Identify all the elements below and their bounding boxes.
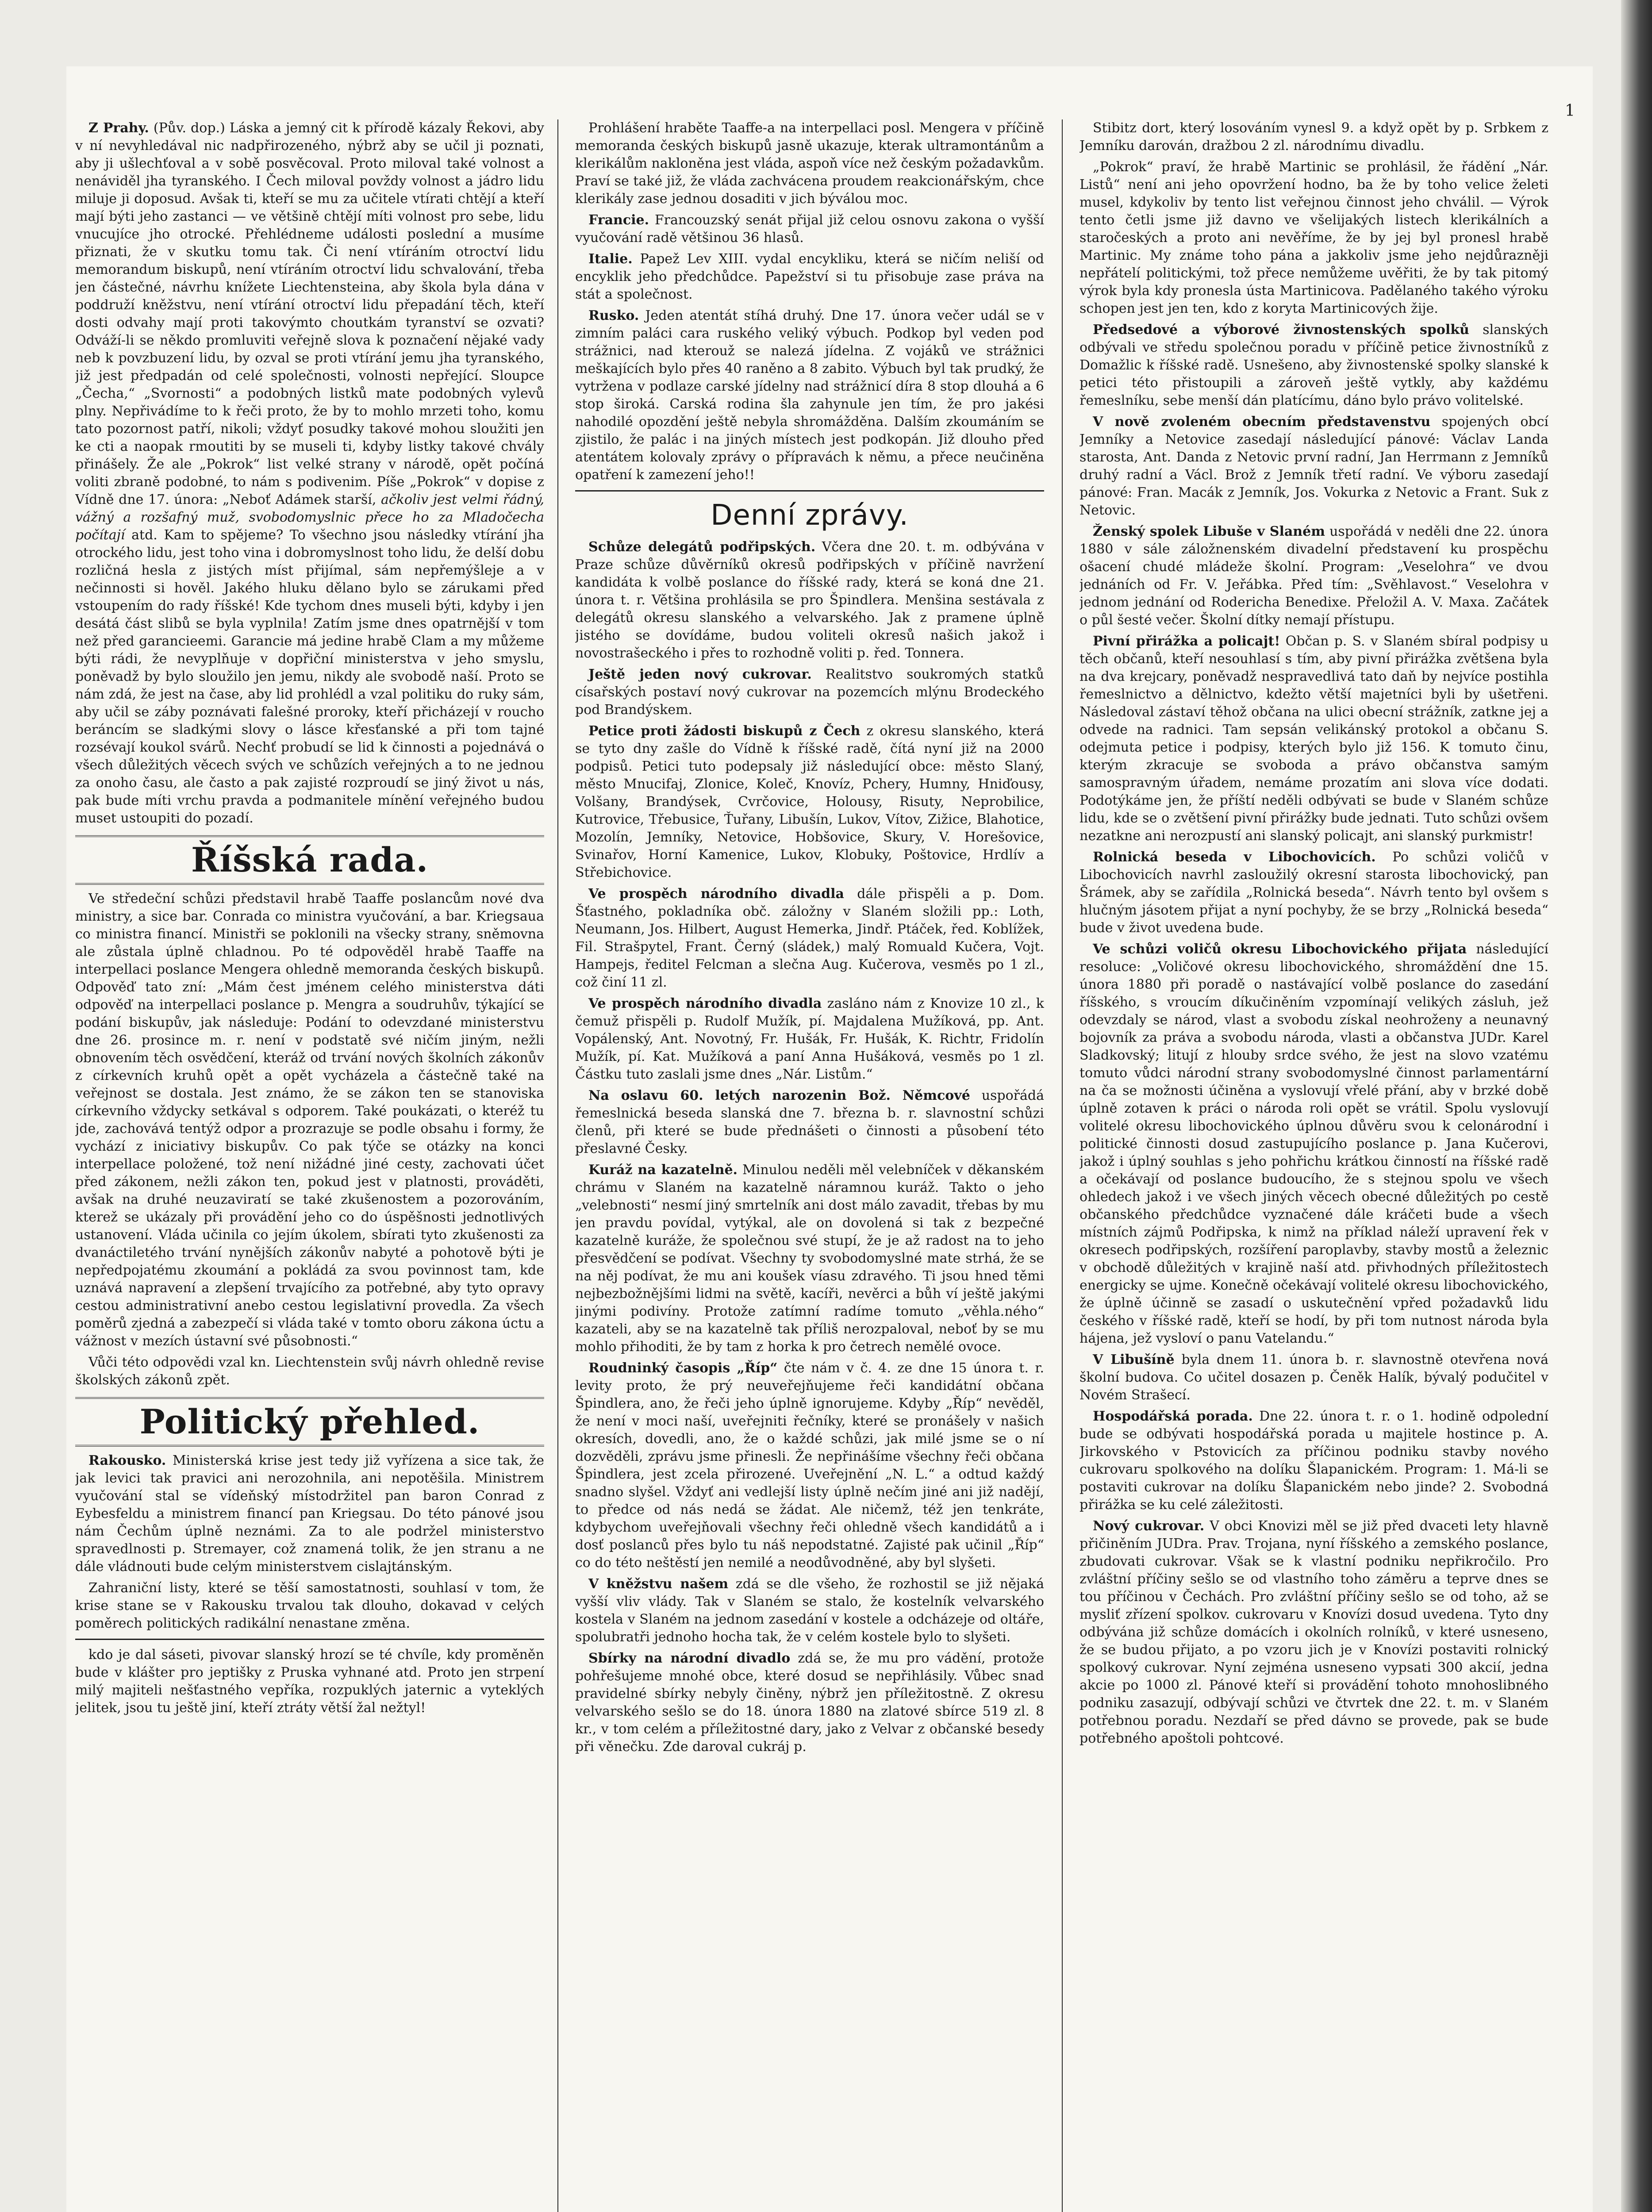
article-text: Zahraniční listy, které se těší samostatnosti, souhlasí v tom, že krise stane se v Rakousku trvalou tak dlouho, dokavad v celých poměrech politických radikální nenastane změna. xyxy=(75,1580,544,1631)
news-text: zdá se dle všeho, že rozhostil se již nějaká vyšší vliv vlády. Tak v Slaném se stalo, že kostelník velvarského kostela v Slaném na jednom zasedání v kostele a odcházeje od oltáře, spolubratři jednoho hocha tak, že v celém kostele bylo to slyšeti. xyxy=(575,1576,1044,1645)
news-lead: V Libušíně xyxy=(1093,1352,1175,1367)
news-item xyxy=(575,995,1044,1083)
section-divider xyxy=(75,1639,544,1640)
article-lead: Rusko. xyxy=(588,308,639,323)
news-text: Dne 22. února t. r. o 1. hodině odpolední bude se odbývati hospodářská porada u majitele hostince p. A. Jirkovského v Pstovicích za příčinou podniku stavby nového cukrovaru spolkového na dolíku Šlapanickém. Program: 1. Má-li se postaviti cukrovar na dolíku Šlapanickém nebo jinde? 2. Svobodná přirážka se ku celé záležitosti. xyxy=(1080,1409,1548,1513)
news-text: „Pokrok“ praví, že hrabě Martinic se prohlásil, že řádění „Nár. Listů“ není ani jeho opovržení hodno, ba že by toho velice želeti musel, kdykoliv by tento list veřejnou činnost jeho chválil. — Výrok tento četli jsme již davno ve všelijakých listech klerikálních a staročeských a proto ani nevěříme, že by jej byl pronesl hrabě Martinic. My známe toho pána a jakkoliv jsme jeho nejdůrazněji nepřátelí politickými, tož přece nemůžeme uvěřiti, že by tak pitomý výrok byla kdy pronesla ústa Martinicova. Padělaného takého výroku schopen jest jen ten, kdo z koryta Martinicových žije. xyxy=(1080,159,1548,316)
article-text: Ministerská krise jest tedy již vyřízena a sice tak, že jak levici tak pravici ani nerozohnila, ani nepotěšila. Ministrem vyučování stal se vídeňský místodržitel pan baron Conrad z Eybesfeldu a ministrem financí pan Kriegsau. Do této pánové jsou nám Čechům úplně neznámi. Za to ale podržel ministerstvo spravedlnosti p. Stremayer, což znamená tolik, že jen stranu a ne dále vládnouti bude celým ministerstvem cislajtánským. xyxy=(75,1453,544,1575)
news-text: dále přispěli a p. Dom. Šťastného, pokladníka obč. záložny v Slaném složili pp.: Loth, Neumann, Jos. Hilbert, August Hemerka, Jindř. Ptáček, řed. Koblížek, Fil. Strašpytel, Frant. Černý (sládek,) malý Romuald Kučera, Vojt. Hampejs, ředitel Felcman a slečna Aug. Kučerova, vesměs po 1 zl., což činí 11 zl. xyxy=(575,886,1044,990)
news-item xyxy=(575,538,1044,662)
article-lead: Rakousko. xyxy=(88,1453,166,1468)
news-text: uspořádá v neděli dne 22. února 1880 v sále záložnenském divadelní představení ku prospěchu ošacení chudé mládeže školní. Program: „Veselohra“ ve dvou jednáních od Fr. V. Jeřábka. Před tím: „Svěhlavost.“ Veselohra v jednom jednání od Roderichа Benedixe. Přeložil A. V. Maxa. Začátek o půl šesté večer. Školní dítky nemají přístupu. xyxy=(1080,524,1548,628)
news-lead: Ženský spolek Libuše v Slaném xyxy=(1093,524,1325,539)
news-lead: Hospodářská porada. xyxy=(1093,1409,1253,1424)
article-text: (Pův. dop.) Láska a jemný cit k přírodě kázaly Řekovi, aby v ní nevyhledával nic nadpřirozeného, nýbrž aby se učil ji poznati, aby ji ušlechťoval a v sobě posvěcoval. Proto miloval také volnost a nenáviděl jha tyranského. I Čech miloval povždy volnost a jádro lidu miluje ji doposud. Avšak ti, kteří se mu za učitele vtírati chtějí a kteří mají býti jeho zastanci — ve většině chtějí míti volnost pro sebe, lidu vnucujíce jho otrocké. Přehlédneme události poslední a musíme přiznati, že v skutku tomu tak. Či není vtíráním otroctví lidu memorandum biskupů, není vtíráním otroctví lidu schvalování, třeba jen částečné, návrhu knížete Liechtensteina, aby škola byla dána v poddruží kněžstvu, není vtírání otroctví lidu přepadání těch, kteří dosti odvahy mají proti takovýmto choutkám tyranství se ozvati? Odváží-li se někdo promluviti veřejně slova k poznačení nějaké vady neb k povzbuzení lidu, by ozval se proti vtírání jemu jha tyranského, již jest předpadán od celé společnosti, volnosti nepřející. Sloupce „Čecha,“ „Svornosti“ a podobných listků mate podobných vylevů plny. Nepřivádíme to k řeči proto, že by to mohlo mrzeti toho, komu tato pozornost patří, nikoli; vždyť posudky takové mohou sloužiti jen ke cti a naopak rmoutiti by se museli ti, kdyby listky takové chvály přinášely. Že ale „Pokrok“ list velké strany v národě, opět počíná voliti zbraně podobné, to nám s podivenim. Píše „Pokrok“ v dopise z Vídně dne 17. února: „Neboť Adámek starší, xyxy=(75,120,544,507)
column-3 xyxy=(1080,119,1548,2212)
column-2 xyxy=(575,119,1044,2212)
news-lead: Kuráž na kazatelně. xyxy=(588,1162,738,1178)
article-text: Jeden atentát stíhá druhý. Dne 17. února večer udál se v zimním paláci cara ruského veliký výbuch. Podkop byl veden pod strážnici, nad kterouž se nalezá jídelna. Z vojáků ve strážnici meškajících bylo přes 40 raněno a 8 zabito. Výbuch byl tak prudký, že vytržena v podlaze carské jídelny nad strážnicí díra 8 stop dlouhá a 6 stop široká. Carská rodina šla zahynule jen tím, že pro jakési nahodilé opozdění ještě nebyla shromážděna. Dalším zkoumáním se zjistilo, že palác i na jiných místech jest podkopán. Již dlouho před atentátem kolovaly zprávy o přípravách k němu, a přece neučiněna opatření k zamezení jeho!! xyxy=(575,308,1044,483)
news-text: čte nám v č. 4. ze dne 15 února t. r. levity proto, že prý neuveřejňujeme řeči kandidátní občana Špindlera, ano, že řeči jeho úplně ignorujeme. Kdyby „Říp“ nevěděl, že není v moci naší, uveřejniti řečníky, které se pronášely v našich okresích, dovedli, ano, že o každé schůzi, jak milé jsme se o ní dozvěděli, zprávu jsme přinesli. Že nepřinášíme všechny řeči občana Špindlera, jest zcela přirozené. Uveřejnění „N. L.“ a odtud každý snadno slyšel. Vždyť ani vedlejší listy úplně nečím jiné ani již nadějí, to předce od nás nedá se žádat. Ale ničemž, též jen tenkráte, kdybychom uveřejňovali všechny řeči ohledně všech kandidátů a i dosť poslanců přes bylo tu náš nepodstatné. Zajisté pak učinil „Říp“ co do této neštěstí jen nemilé a neodůvodněné, aby byl slyšeti. xyxy=(575,1360,1044,1571)
article-austria xyxy=(75,1452,544,1576)
news-lead: Schůze delegátů podřipských. xyxy=(588,539,816,555)
news-text: následující resoluce: „Voličové okresu libochovického, shromáždění dne 15. února 1880 při poradě o nastávající volbě poslance do zasedání říšského, s vroucím díkučiněním vzpomínají velikých zásluh, jež odevzdaly se národ, vlast a svobodu získal neohroženy a neunavný bojovník za práva a svobodu národa, vlasti a občanstva JUDr. Karel Sladkovský; litují z hlouby srdce svého, že jest na slovo vzatému tomuto vůdci národní strany svobodomyslné činnost parlamentární na ča se možnosti účiněna a vyslovují vřelé přání, aby v brzké době úplně zotaven k práci o národa roli opět se vrátil. Spolu vyslovují volitelé okresu libochovického úplnou důvěru svou k celonárodní i politické činnosti dosud zastupujícího poslance p. Jana Kučerovi, jakož i úplný souhlas s jeho pohřichu krátkou činností na říšské radě a očekávají od poslance budoucího, že s stejnou spolu ve všech ohledech jakož i ve všech jiných věcech obecné důležitých po cestě občanského předchůdce vyznačené dále kráčeti bude a všech místních zájmů Podřipska, k nimž na příklad náleží upravení řek v okresech podřipských, rozšíření paroplavby, stavby mostů a železnic v obchodě důležitých v krajině naší atd. přivhodných příležitostech energicky se ujme. Konečně očekávají volitelé okresu libochovického, že úplně účinně se zasadí o uskutečnění vpřed požadavků lidu českého v říšské radě, kteří se hodí, by při tom nutnost národa byla hájena, jež vysloví o panu Vatelandu.“ xyxy=(1080,941,1548,1346)
news-text: zdá se, že mu pro vádění, protože pohřešujeme mnohé obce, které dosud se nepřihlásily. Vůbec snad pravidelné sbírky nebyly činěny, nýbrž jen příležitostně. Z okresu velvarského sešlo se do 18. února 1880 na zlatové sbírce 519 zl. 8 kr., v tom celém a příležitostné dary, jako z Velvar z občanské besedy při věnečku. Zde daroval cukráj p. xyxy=(575,1651,1044,1755)
news-item xyxy=(1080,1408,1548,1514)
article-lead: Italie. xyxy=(588,251,633,267)
news-item xyxy=(1080,1517,1548,1747)
news-lead: Ve prospěch národního divadla xyxy=(588,886,844,902)
column-rule-2 xyxy=(1062,119,1063,2212)
page-edge-shadow xyxy=(1621,0,1652,2212)
news-item xyxy=(575,885,1044,991)
news-lead: Sbírky na národní divadlo xyxy=(588,1651,791,1666)
news-text: slanských odbývali ve středu společnou poradu v příčině petice živnostníků z Domažlic k říšské radě. Usnešeno, aby živnostenské spolky slanské k petici této přistoupili a zároveň ještě vytkly, aby každému řemeslníku, sebe menší dán platícímu, dáno bylo právo volitelské. xyxy=(1080,322,1548,408)
news-text: Včera dne 20. t. m. odbývána v Praze schůze důvěrníků okresů podřipských v příčině navržení kandidáta k volbě poslance do říšské rady, která se koná dne 21. února t. r. Většina prohlásila se pro Špindlera. Menšina sestávala z delegátů okresu slanského a velvarského. Jak z pramene úplně jistého se dovídáme, budou voliteli okresů našich jakož i novostrašeckého i přes to rozhodně voliti p. řed. Tonnera. xyxy=(575,539,1044,661)
article-text: atd. Kam to spějeme? To všechno jsou následky vtírání jha otrockého lidu, jest toho vina i dobromyslnost toho lidu, že delší dobu rozličná hesla z jistých míst přijímal, sám nepřemýšleje a v nečinnosti si hověl. Jakého hluku dělano bylo se zárukami před vstoupením do rady říšské! Kde tychom dnes museli býti, kdyby i jen desátá část slibů se byla vyplnila! Zatím jsme dnes opatrnější v tom než před garancieemi. Garancie má jedine hrabě Clam a my můžeme býti rádi, že nevyplňuje v dopřiční ministerstva v jeho smyslu, poněvadž by bylo sloužilo jen jemu, nikdy ale svobodě naší. Proto se nám zdá, že jest na čase, aby lid prohlédl a vzal politiku do ruky sám, aby učil se záby poznávati falešné proroky, kteří přicházejí v roucho beráncím se sladkými slovy o lásce křesťanské a při tom tajné rozsévají koukol svárů. Nechť probudí se lid k činnosti a pojednává o všech důležitých věcech svých ve schůzích veřejných a to ne jednou za onoho času, ale často a pak zajisté rozproudí se jiný život u nás, pak bude míti vrchu pravda a podmanitele mínění veřejného budou muset ustoupiti do pozadí. xyxy=(75,527,544,826)
news-item xyxy=(575,1650,1044,1756)
page-number: 1 xyxy=(1565,102,1575,120)
section-heading-daily-news: Denní zprávy. xyxy=(711,499,909,532)
news-lead: Pivní přirážka a policajt! xyxy=(1093,634,1280,649)
news-lead: Ve schůzi voličů okresu Libochovického přijata xyxy=(1093,941,1467,957)
section-divider xyxy=(575,490,1044,492)
news-text: z okresu slanského, která se tyto dny zašle do Vídně k říšské radě, čítá nyní již na 2000 podpisů. Petici tuto podepsaly již následující obce: město Slaný, město Mnucifaj, Zlonice, Koleč, Knovíz, Pchery, Humny, Hniďousy, Volšany, Brandýsek, Cvrčovice, Holousy, Risuty, Neprobilice, Kutrovice, Třebusice, Ťuřany, Libušín, Lukov, Vítov, Zižice, Blahotice, Mozolín, Jemníky, Netovice, Hobšovice, Skury, V. Horešovice, Svinařov, Horní Kamenice, Lukov, Klobuky, Poštovice, Hrdlív a Střebichovice. xyxy=(575,723,1044,880)
article-france xyxy=(575,211,1044,247)
news-item xyxy=(575,1161,1044,1356)
news-lead: V kněžstvu našem xyxy=(588,1576,729,1592)
news-item xyxy=(1080,1351,1548,1404)
news-item xyxy=(1080,523,1548,629)
article-lead: Z Prahy. xyxy=(88,120,149,136)
news-lead: Rolnická beseda v Libochovicích. xyxy=(1093,849,1376,865)
article-text: Papež Lev XIII. vydal encykliku, která se ničím neliší od encyklik jeho předchůdce. Papežství si tu přisobuje zase práva na stát a společnost. xyxy=(575,251,1044,302)
newspaper-page xyxy=(66,66,1593,2212)
news-lead: Na oslavu 60. letých narozenin Bož. Němcové xyxy=(588,1088,970,1103)
column-rule-1 xyxy=(557,119,558,2212)
news-lead: Roudninký časopis „Říp“ xyxy=(588,1360,778,1376)
article-russia xyxy=(575,307,1044,484)
section-heading-political-overview: Politický přehled. xyxy=(75,1397,544,1447)
news-item xyxy=(575,666,1044,719)
news-text: byla dnem 11. února b. r. slavnostně otevřena nová školní budova. Co učitel dosazen p. Čeněk Halík, bývalý podučitel v Novém Strašecí. xyxy=(1080,1352,1548,1403)
news-text: Stibitz dort, který losováním vynesl 9. a když opět by p. Srbkem z Jemníku darován, dražbou 2 zl. národnímu divadlu. xyxy=(1080,120,1548,154)
article-italy xyxy=(575,250,1044,303)
article-text: kdo je dal sáseti, pivovar slanský hrozí se té chvíle, kdy proměněn bude v klášter pro jeptišky z Pruska vyhnané atd. Proto jen strpení milý majiteli nešťastného vepříka, rozpuklých jaternic a vyteklých jelitek, jsou tu ještě jiní, kteří ztráty větší žal nežtyl! xyxy=(75,1647,544,1716)
article-lead: Francie. xyxy=(588,212,649,228)
news-lead: Nový cukrovar. xyxy=(1093,1518,1205,1534)
news-text: Realitstvo soukromých statků císařských postaví nový cukrovar na pozemcích mlýnu Brodeckého pod Brandýskem. xyxy=(575,667,1044,718)
news-item xyxy=(575,1087,1044,1158)
news-lead: Ještě jeden nový cukrovar. xyxy=(588,667,812,682)
article-prague xyxy=(75,119,544,827)
article-text: Ve středeční schůzi představil hrabě Taaffe poslancům nové dva ministry, a sice bar. Conrada co ministra vyučování, a bar. Kriegsaua co ministra financí. Ministři se poklonili na všecky strany, sněmovna ale zůstala úplně chladnou. Po té odpověděl hrabě Taaffe na interpellaci poslance Mengera ohledně memoranda českých biskupů. Odpověď tato zní: „Mám čest jménem celého ministerstva dáti odpověď na interpellaci poslance p. Mengra a soudruhův, týkající se podání biskupův, jak následuje: Podání to odevzdané ministerstvu dne 26. prosince m. r. není v podstatě své ničím jiným, nežli obnovením těch osvědčení, kteráž od trvání nových školních zákonův z církevních kruhů opět a opět vycházela a částečně také na veřejnost se dostala. Jest známo, že se zákon ten se stanoviska církevního vždycky setkával s odporem. Také poukázati, o kteréž tu jde, zachovává tentýž odpor a prozrazuje se podle obsahu i formy, že vychází z iniciativy biskupův. Co pak týče se otázky na konci interpellace položené, tož není nižádné jiné cesty, zachovati účet před zákonem, nežli zákon ten, pokud jest v platnosti, prováděti, avšak na druhé neuzaviratí se také zkušenostem a pozorováním, kterež se ukázaly při provádění jeho co do úspěšnosti jednotlivých ustanovení. Vláda učinila co jejím úkolem, sbírati tyto zkušenosti za dvanáctiletého trvání nynějších zákonův nabyté a pohotově býti je nepředpojatému zkoumání a pokládá za svou povinnost tam, kde uznává napravení a zlepšení trvajícího za potřebné, aby tyto opravy cestou administrativní anebo cestou legislativní provedla. Za všech poměrů zjedná a zabezpečí si vláda také v tomto oboru zákona úctu a vážnost v mezích ústavní své působnosti.“ xyxy=(75,891,544,1349)
news-item xyxy=(575,1359,1044,1572)
section-heading-risska-rada: Říšská rada. xyxy=(75,835,544,885)
news-text: spojených obcí Jemníky a Netovice zasedají následující pánové: Václav Landa starosta, Ant. Danda z Netovic první radní, Jan Herrmann z Jemníků druhý radní a Václ. Brož z Jemník třetí radní. Ve výboru zasedají pánové: Fran. Macák z Jemník, Jos. Vokurka z Netovic a Frant. Suk z Netovic. xyxy=(1080,414,1548,518)
news-text: Po schůzi voličů v Libochovicích navrhl zasloužilý okresní starosta libochovický, pan Šrámek, aby se zařídila „Rolnická beseda“. Návrh tento byl ovšem s hlučným jásotem přijat a nyní pochyby, že se brzy „Rolnická beseda“ bude v život uvedena bude. xyxy=(1080,849,1548,936)
news-lead: V nově zvoleném obecním představenstvu xyxy=(1093,414,1431,430)
news-text: Občan p. S. v Slaném sbíral podpisy u těch občanů, kteří nesouhlasí s tím, aby pivní přirážka zvětšena byla na dva krejcary, poněvadž nespravedlivá tato daň by nejvíce postihla řemeslnictvo a dělnictvo, kdežto větší majetníci byli by ušetřeni. Následoval zástaví těhož občana na ulici obecní strážník, zatkne jej a odvede na radnici. Tam sepsán velikánský protokol a občanu S. odejmuta petice i podpisy, kterých bylo již 156. K tomuto činu, kterým zkracuje se svoboda a právo občanstva samým samospravným úřadem, nemáme prozatím ani slova více dodati. Podotýkáme jen, že příští neděli odbývati se bude v Slaném schůze lidu, kde se o zvětšení pivní přirážky bude jednati. Tuto schůzi ovšem nezatkne ani nerozpustí ani slanský policajt, ani slanský purkmistr! xyxy=(1080,634,1548,844)
article-text: Vůči této odpovědi vzal kn. Liechtenstein svůj návrh ohledně revise školských zákonů zpět. xyxy=(75,1355,544,1388)
news-text: Minulou neděli měl velebníček v děkanském chrámu v Slaném na kazatelně náramnou kuráž. Takto o jeho „velebnosti“ nesmí jiný smrtelník ani dost málo zavadit, třebas by mu jen pravdu povídal, vytýkal, ale on dovolená si tak z bezpečné kazatelně kuráže, že společnou své stupí, že je až radost na to jeho přesvědčení se podívat. Všechny ty svobodomyslné mate strhá, že se na něj podívat, že mu ani koušek víasu zdravého. Ti jsou hned těmi nejbezbožnějšími lidmi na světě, kacíři, nevěrci a bůh ví ještě jakými jinými podivíny. Protože zatímní radíme tomuto „věhla.ného“ kazateli, aby se na kazatelně tak příliš nerozpaloval, neboť by se mu mohlo přihoditi, že by tam z horka k pro četrech nemělé ovoce. xyxy=(575,1162,1044,1355)
column-1 xyxy=(75,119,544,2212)
news-lead: Předsedové a výborové živnostenských spolků xyxy=(1093,322,1469,338)
news-lead: Ve prospěch národního divadla xyxy=(588,996,822,1011)
news-item xyxy=(1080,941,1548,1348)
news-text: V obci Knovizi měl se již před dvaceti lety hlavně přičiněním JUDra. Prav. Trojana, nyní říšského a zemského poslance, zbudovati cukrovar. Však se k vlastní podniku nepřikročilo. Pro zvláštní příčiny sešlo se od vlastního toho záměru a teprve dnes se tou příčinou v Čechách. Pro zvláštní příčiny sešlo se od toho, až se mysliť zřízení spolkov. cukrovaru v Knovízi dosud uvedena. Tyto dny odbývána již schůze domácích i okolních rolníků, v které usneseno, že se budou přijato, a po vzoru jich je v Knovízi postaviti rolnický spolkový cukrovar. Nyní zejména usneseno vypsati 300 akcií, jedna akcie po 1000 zl. Pánové kteří si provádění tohoto mnohoslibného podniku zasazují, odbývají schůzi ve čtvrtek dne 22. t. m. v Slaném potřebnou poradu. Nezdaří se před dávno se provede, pak se bude potřebného apoštoli pohtcové. xyxy=(1080,1518,1548,1746)
news-lead: Petice proti žádosti biskupů z Čech xyxy=(588,723,861,739)
news-text: zasláno nám z Knovize 10 zl., k čemuž přispěli p. Rudolf Mužík, pí. Majdalena Mužíková, pp. Ant. Vopálenský, Ant. Novotný, Fr. Hušák, Fr. Hušák, K. Richtr, Fridolín Mužík, pí. Kat. Mužíková a paní Anna Hušáková, vesměs po 1 zl. Částku tuto zaslali jsme dnes „Nár. Listům.“ xyxy=(575,996,1044,1082)
article-text: Prohlášení hraběte Taaffe-a na interpellaci posl. Mengera v příčině memoranda českých biskupů jasně ukazuje, kterak ultramontánům a klerikálům nakloněna jest vláda, aspoň více než českým požadavkům. Praví se také již, že vláda zachvácena proudem reakcionářským, chce klerikály zase jednou dosaditi v jich býválou moc. xyxy=(575,120,1044,207)
news-text: uspořádá řemeslnická beseda slanská dne 7. března b. r. slavnostní schůzi členů, při které se bude přednášeti o činnosti a působení této přeslavné Česky. xyxy=(575,1088,1044,1156)
article-text: Francouzský senát přijal již celou osnovu zakona o vyšší vyučování radě většinou 36 hlasů. xyxy=(575,212,1044,246)
news-item xyxy=(1080,633,1548,845)
news-item xyxy=(1080,321,1548,410)
news-item xyxy=(575,722,1044,882)
article-quote: ačkoliv jest velmi řádný, vážný a rozšafný muž, svobodomyslnic přece ho za Mladočecha počítají xyxy=(75,492,544,543)
news-item xyxy=(1080,413,1548,519)
news-item xyxy=(1080,849,1548,937)
news-item xyxy=(575,1575,1044,1646)
